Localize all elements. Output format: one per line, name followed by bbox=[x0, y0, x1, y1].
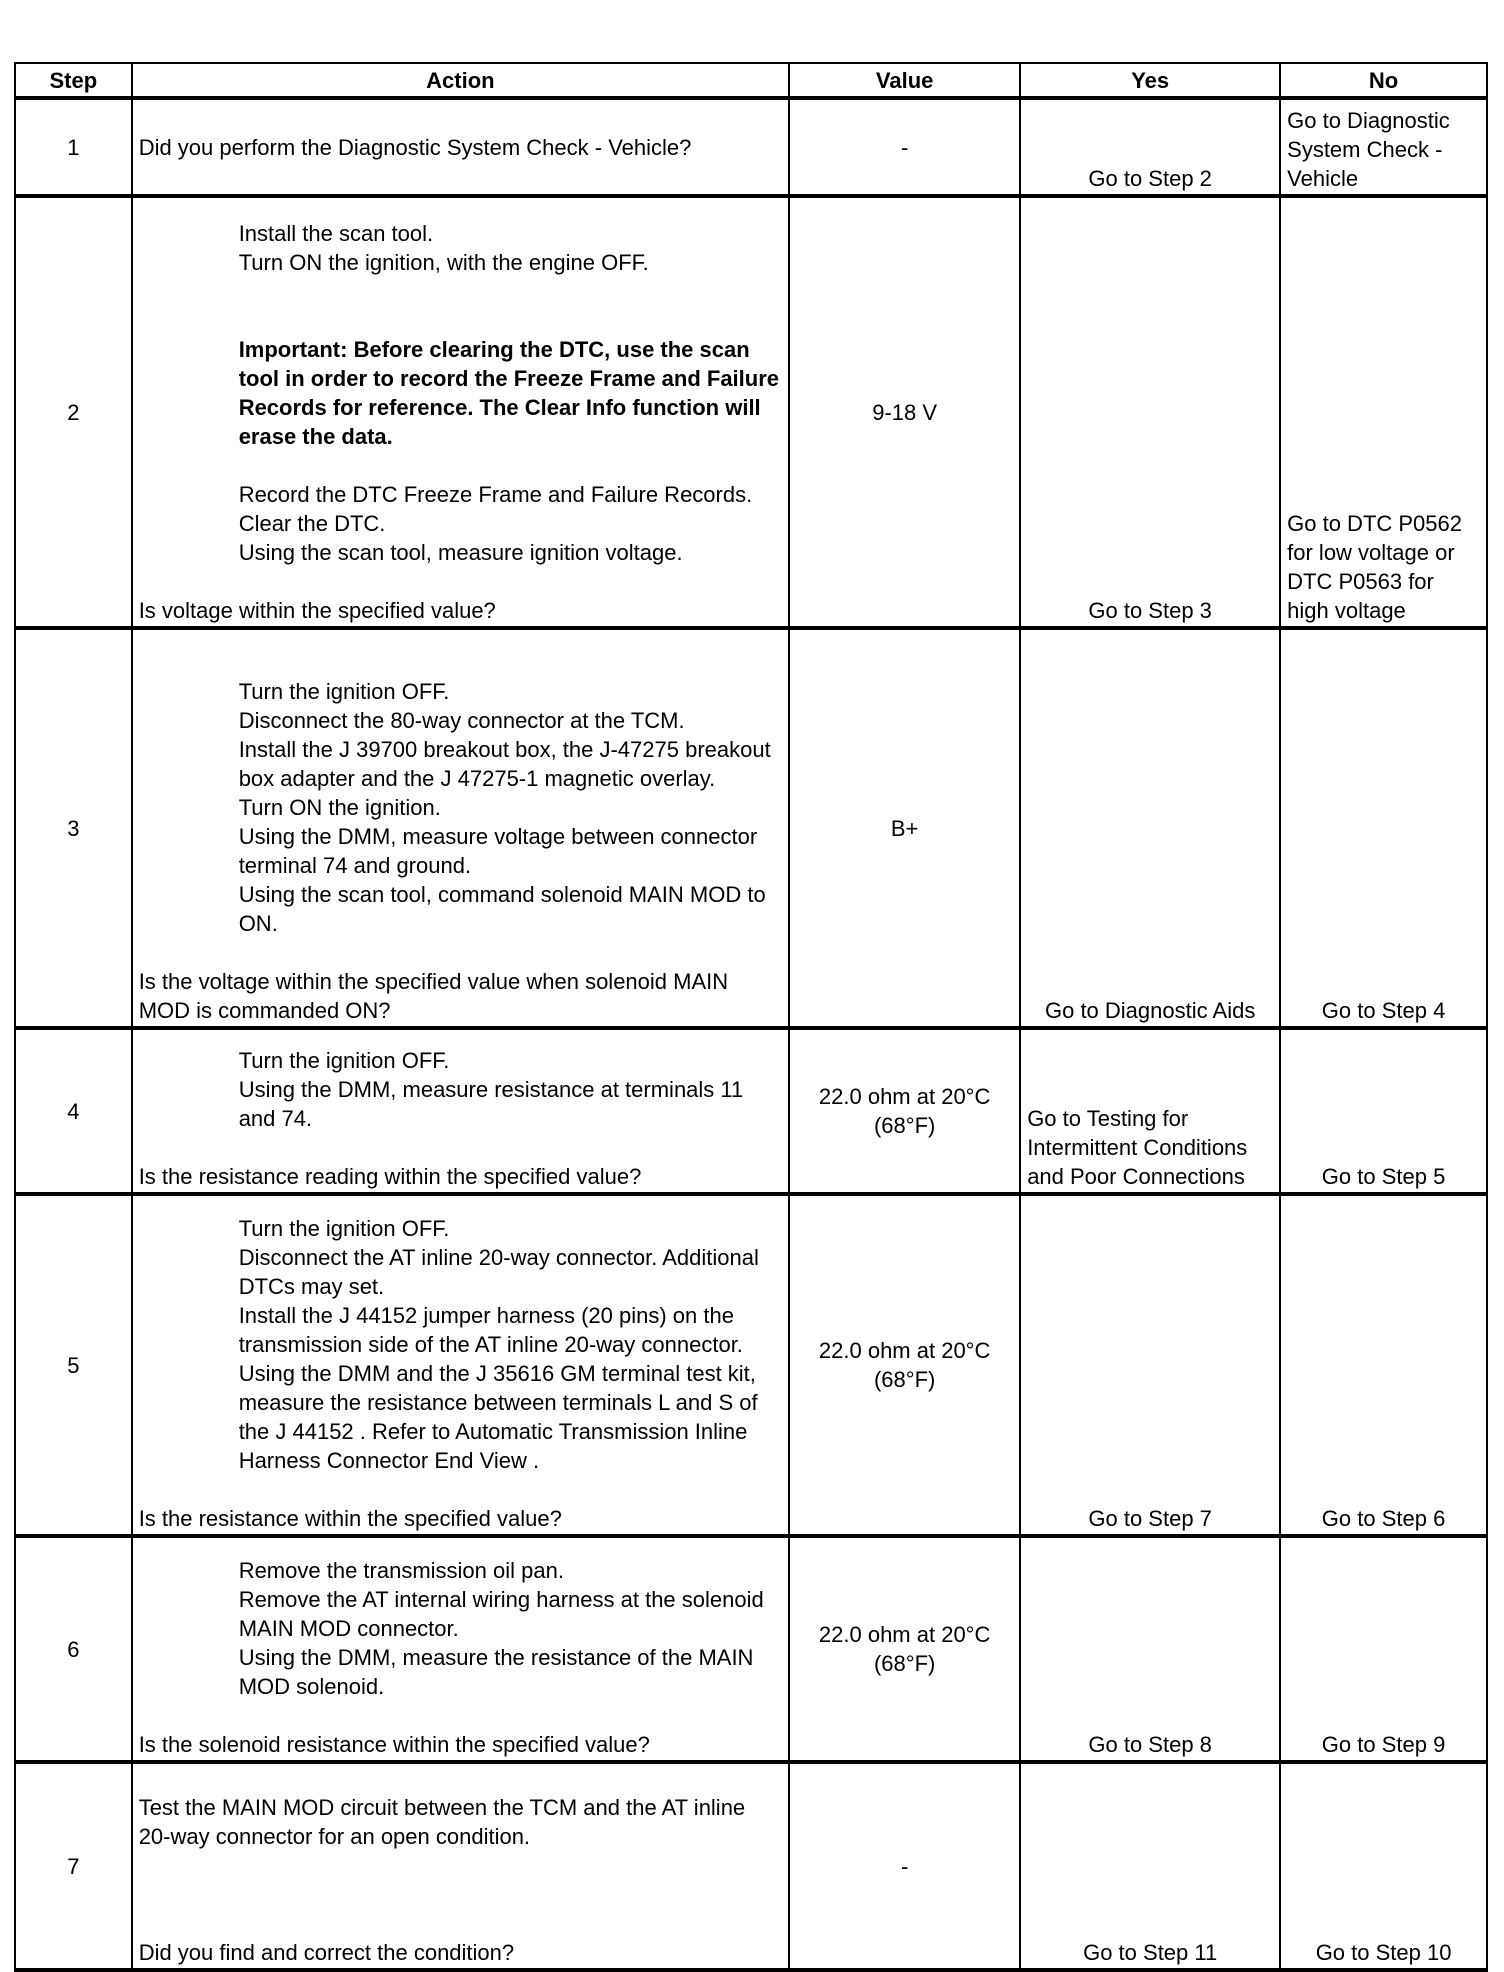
action-cell bbox=[132, 628, 789, 1028]
action-line: Turn the ignition OFF. bbox=[238, 1048, 450, 1073]
header-action: Action bbox=[132, 63, 789, 98]
action-question: Is the voltage within the specified value when solenoid MAIN MOD is commanded ON? bbox=[138, 969, 729, 1023]
table-row bbox=[15, 1536, 1487, 1762]
action-cell bbox=[132, 196, 789, 628]
no-cell: Go to Step 5 bbox=[1280, 1028, 1487, 1194]
value-cell: 22.0 ohm at 20°C (68°F) bbox=[789, 1028, 1020, 1194]
action-line: Using the DMM, measure resistance at terminals 11 and 74. bbox=[238, 1077, 744, 1131]
no-cell: Go to Step 4 bbox=[1280, 628, 1487, 1028]
no-cell: Go to DTC P0562 for low voltage or DTC P0563 for high voltage bbox=[1280, 196, 1487, 628]
value-cell: 9-18 V bbox=[789, 196, 1020, 628]
action-line: Turn ON the ignition, with the engine OFF. bbox=[238, 250, 649, 275]
value-cell: B+ bbox=[789, 628, 1020, 1028]
yes-cell: Go to Diagnostic Aids bbox=[1020, 628, 1280, 1028]
yes-cell: Go to Step 7 bbox=[1020, 1194, 1280, 1536]
action-cell bbox=[132, 1762, 789, 1970]
header-yes: Yes bbox=[1020, 63, 1280, 98]
step-number: 1 bbox=[15, 98, 132, 196]
action-cell bbox=[132, 1028, 789, 1194]
no-cell: Go to Diagnostic System Check - Vehicle bbox=[1280, 98, 1487, 196]
action-line: Turn ON the ignition. bbox=[238, 795, 441, 820]
header-no: No bbox=[1280, 63, 1487, 98]
step-number: 2 bbox=[15, 196, 132, 628]
action-line: Disconnect the AT inline 20-way connector. Additional DTCs may set. bbox=[238, 1245, 759, 1299]
diagnostic-table bbox=[14, 62, 1488, 1972]
no-cell: Go to Step 6 bbox=[1280, 1194, 1487, 1536]
yes-cell: Go to Step 8 bbox=[1020, 1536, 1280, 1762]
table-row bbox=[15, 628, 1487, 1028]
action-line: Disconnect the 80-way connector at the TCM. bbox=[238, 708, 685, 733]
action-question: Did you find and correct the condition? bbox=[138, 1940, 515, 1965]
action-line: Install the scan tool. bbox=[238, 221, 434, 246]
header-row bbox=[15, 63, 1487, 98]
action-line: Using the DMM and the J 35616 GM terminal test kit, measure the resistance between terminals L and S of the J 44152 . Refer to Automatic Transmission Inline Harness Connector End View . bbox=[238, 1361, 758, 1473]
action-line: Using the DMM, measure the resistance of the MAIN MOD solenoid. bbox=[238, 1645, 754, 1699]
yes-cell: Go to Step 11 bbox=[1020, 1762, 1280, 1970]
step-number: 3 bbox=[15, 628, 132, 1028]
action-line: Record the DTC Freeze Frame and Failure Records. bbox=[238, 482, 753, 507]
table-row bbox=[15, 1762, 1487, 1970]
yes-cell: Go to Step 2 bbox=[1020, 98, 1280, 196]
action-line: Turn the ignition OFF. bbox=[238, 679, 450, 704]
action-cell bbox=[132, 1536, 789, 1762]
header-value: Value bbox=[789, 63, 1020, 98]
action-line: Clear the DTC. bbox=[238, 511, 386, 536]
action-question: Did you perform the Diagnostic System Check - Vehicle? bbox=[138, 134, 692, 160]
action-line: Remove the transmission oil pan. bbox=[238, 1558, 564, 1583]
no-cell: Go to Step 10 bbox=[1280, 1762, 1487, 1970]
value-cell: - bbox=[789, 98, 1020, 196]
action-question: Is the resistance reading within the specified value? bbox=[138, 1164, 642, 1189]
step-number: 7 bbox=[15, 1762, 132, 1970]
no-cell: Go to Step 9 bbox=[1280, 1536, 1487, 1762]
step-number: 5 bbox=[15, 1194, 132, 1536]
action-question: Is voltage within the specified value? bbox=[138, 598, 496, 623]
table-row bbox=[15, 1194, 1487, 1536]
action-line: Turn the ignition OFF. bbox=[238, 1216, 450, 1241]
action-question: Is the resistance within the specified value? bbox=[138, 1506, 562, 1531]
action-instruction: Test the MAIN MOD circuit between the TCM and the AT inline 20-way connector for an open condition. bbox=[138, 1795, 746, 1849]
header-step: Step bbox=[15, 63, 132, 98]
action-cell bbox=[132, 1194, 789, 1536]
value-cell: - bbox=[789, 1762, 1020, 1970]
yes-cell: Go to Step 3 bbox=[1020, 196, 1280, 628]
action-question: Is the solenoid resistance within the specified value? bbox=[138, 1732, 650, 1757]
action-cell bbox=[132, 98, 789, 196]
action-line: Install the J 39700 breakout box, the J-47275 breakout box adapter and the J 47275-1 magnetic overlay. bbox=[238, 737, 771, 791]
action-line: Using the scan tool, measure ignition voltage. bbox=[238, 540, 683, 565]
action-line: Install the J 44152 jumper harness (20 pins) on the transmission side of the AT inline 20-way connector. bbox=[238, 1303, 743, 1357]
action-line: Using the scan tool, command solenoid MAIN MOD to ON. bbox=[238, 882, 766, 936]
value-cell: 22.0 ohm at 20°C (68°F) bbox=[789, 1536, 1020, 1762]
table-row bbox=[15, 196, 1487, 628]
table-row bbox=[15, 1028, 1487, 1194]
table-row bbox=[15, 98, 1487, 196]
value-cell: 22.0 ohm at 20°C (68°F) bbox=[789, 1194, 1020, 1536]
important-note: Important: Before clearing the DTC, use the scan tool in order to record the Freeze Frame and Failure Records for reference. The Clear Info function will erase the data. bbox=[238, 337, 780, 449]
step-number: 4 bbox=[15, 1028, 132, 1194]
step-number: 6 bbox=[15, 1536, 132, 1762]
action-line: Remove the AT internal wiring harness at the solenoid MAIN MOD connector. bbox=[238, 1587, 764, 1641]
yes-cell: Go to Testing for Intermittent Conditions and Poor Connections bbox=[1020, 1028, 1280, 1194]
action-line: Using the DMM, measure voltage between connector terminal 74 and ground. bbox=[238, 824, 758, 878]
